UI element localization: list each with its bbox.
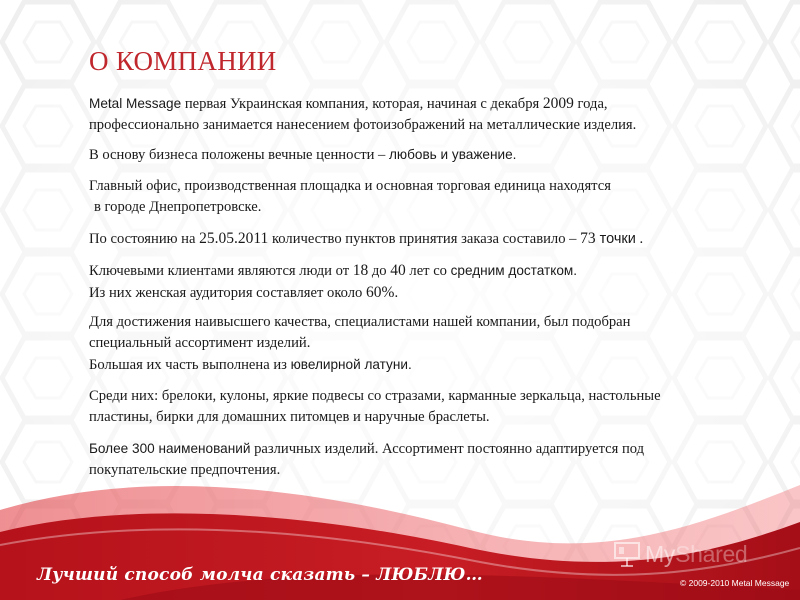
paragraph-office: Главный офис, производственная площадка и основная торговая единица находятся в городе Днепропетровске. — [89, 178, 611, 215]
paragraph-assortment: Более 300 наименований различных изделий. Ассортимент постоянно адаптируется под покупательские предпочтения. — [89, 441, 645, 478]
presentation-board-icon — [612, 540, 642, 568]
paragraph-points: По состоянию на 25.05.2011 количество пунктов принятия заказа составило – 73 точки . — [89, 230, 644, 247]
brand-name: Metal Message — [89, 96, 182, 111]
watermark-logo — [612, 540, 747, 568]
paragraph-clients: Ключевыми клиентами являются люди от 18 до 40 лет со средним достатком. Из них женская аудитория составляет около 60%. — [89, 262, 578, 301]
footer-copyright: © 2009-2010 Metal Message — [680, 578, 790, 588]
paragraph-values: В основу бизнеса положены вечные ценности – любовь и уважение. — [89, 147, 517, 163]
slide-body — [89, 93, 779, 481]
slide-title: О КОМПАНИИ — [89, 46, 277, 76]
footer-slogan: Лучший способ молча сказать – ЛЮБЛЮ… — [37, 565, 483, 585]
paragraph-quality: Для достижения наивысшего качества, специалистами нашей компании, был подобран специальный ассортимент изделий. Большая их часть выполнена из ювелирной латуни. — [89, 314, 631, 373]
paragraph-intro: Metal Message первая Украинская компания, которая, начиная с декабря 2009 года, профессионально занимается нанесением фотоизображений на металлические изделия. — [89, 95, 637, 133]
watermark-text: MyShared — [645, 540, 748, 567]
paragraph-products: Среди них: брелоки, кулоны, яркие подвесы со стразами, карманные зеркальца, настольные пластины, бирки для домашних питомцев и наручные браслеты. — [89, 388, 661, 425]
